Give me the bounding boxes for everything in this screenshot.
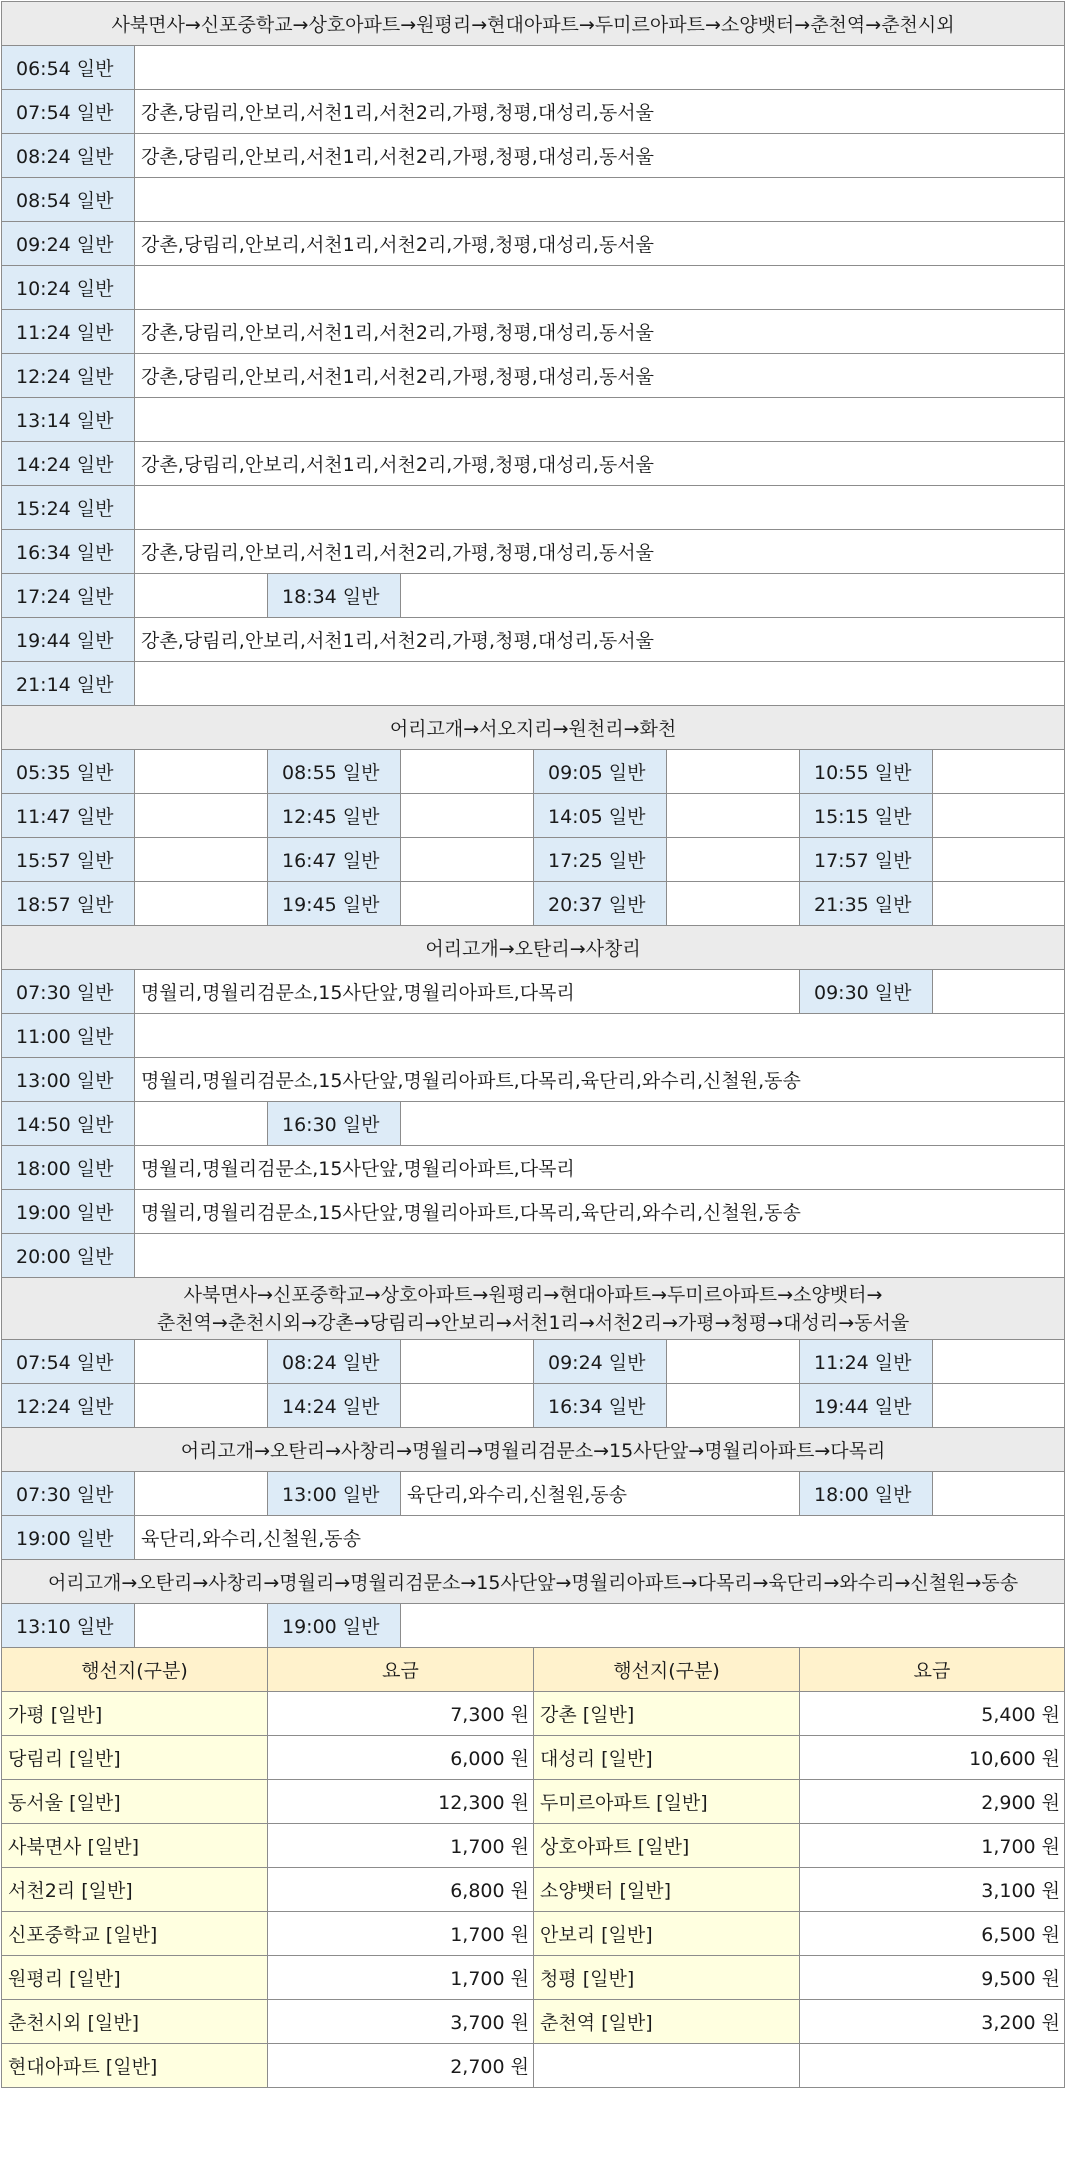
schedule-row [2, 486, 1065, 530]
stops-cell: 강촌,당림리,안보리,서천1리,서천2리,가평,청평,대성리,동서울 [135, 530, 1065, 574]
empty-cell [933, 970, 1065, 1014]
fare-amount: 6,800 원 [268, 1868, 534, 1912]
departure-time: 14:24 일반 [268, 1384, 401, 1428]
section-header-row [2, 1278, 1065, 1340]
schedule-row [2, 970, 1065, 1014]
departure-time: 18:57 일반 [2, 882, 135, 926]
departure-time: 10:24 일반 [2, 266, 135, 310]
section-header: 어리고개→서오지리→원천리→화천 [2, 706, 1065, 750]
schedule-row [2, 1234, 1065, 1278]
fare-row [2, 1956, 1065, 2000]
schedule-row [2, 354, 1065, 398]
departure-time: 13:00 일반 [2, 1058, 135, 1102]
departure-time: 08:54 일반 [2, 178, 135, 222]
schedule-row [2, 1516, 1065, 1560]
departure-time: 13:10 일반 [2, 1604, 135, 1648]
fare-row [2, 1736, 1065, 1780]
empty-cell [933, 750, 1065, 794]
schedule-row [2, 530, 1065, 574]
empty-cell [401, 882, 534, 926]
destination-name: 청평 [일반] [534, 1956, 800, 2000]
departure-time: 09:24 일반 [2, 222, 135, 266]
stops-cell [135, 266, 1065, 310]
departure-time: 19:44 일반 [800, 1384, 933, 1428]
departure-time: 11:00 일반 [2, 1014, 135, 1058]
schedule-row [2, 574, 1065, 618]
schedule-row [2, 134, 1065, 178]
schedule-row [2, 750, 1065, 794]
empty-cell [933, 838, 1065, 882]
stops-cell [135, 486, 1065, 530]
schedule-row [2, 222, 1065, 266]
departure-time: 12:24 일반 [2, 354, 135, 398]
section-header-line: 춘천역→춘천시외→강촌→당림리→안보리→서천1리→서천2리→가평→청평→대성리→동서울 [156, 1311, 910, 1334]
fare-amount: 2,900 원 [800, 1780, 1065, 1824]
fare-amount: 5,400 원 [800, 1692, 1065, 1736]
empty-cell [135, 1472, 268, 1516]
fare-amount: 3,200 원 [800, 2000, 1065, 2044]
departure-time: 21:14 일반 [2, 662, 135, 706]
schedule-row [2, 398, 1065, 442]
empty-cell [933, 882, 1065, 926]
section-header-row [2, 706, 1065, 750]
empty-cell [135, 1102, 268, 1146]
fare-column-header: 행선지(구분) [2, 1648, 268, 1692]
schedule-row [2, 1014, 1065, 1058]
fare-amount: 9,500 원 [800, 1956, 1065, 2000]
departure-time: 17:25 일반 [534, 838, 667, 882]
departure-time: 18:00 일반 [2, 1146, 135, 1190]
empty-cell [401, 1384, 534, 1428]
section-header [2, 1278, 1065, 1340]
departure-time: 11:24 일반 [800, 1340, 933, 1384]
stops-cell: 강촌,당림리,안보리,서천1리,서천2리,가평,청평,대성리,동서울 [135, 90, 1065, 134]
fare-row [2, 1824, 1065, 1868]
empty-cell [667, 750, 800, 794]
stops-cell: 강촌,당림리,안보리,서천1리,서천2리,가평,청평,대성리,동서울 [135, 222, 1065, 266]
departure-time: 07:54 일반 [2, 90, 135, 134]
departure-time: 19:45 일반 [268, 882, 401, 926]
destination-name: 서천2리 [일반] [2, 1868, 268, 1912]
schedule-row [2, 1604, 1065, 1648]
empty-cell [401, 574, 1065, 618]
empty-cell [401, 1340, 534, 1384]
schedule-row [2, 266, 1065, 310]
fare-amount: 1,700 원 [268, 1912, 534, 1956]
stops-cell: 명월리,명월리검문소,15사단앞,명월리아파트,다목리 [135, 1146, 1065, 1190]
destination-name: 현대아파트 [일반] [2, 2044, 268, 2088]
departure-time: 10:55 일반 [800, 750, 933, 794]
departure-time: 16:47 일반 [268, 838, 401, 882]
fare-amount: 6,000 원 [268, 1736, 534, 1780]
empty-cell [401, 838, 534, 882]
destination-name: 소양뱃터 [일반] [534, 1868, 800, 1912]
departure-time: 06:54 일반 [2, 46, 135, 90]
schedule-row [2, 662, 1065, 706]
section-header: 어리고개→오탄리→사창리 [2, 926, 1065, 970]
schedule-row [2, 1472, 1065, 1516]
departure-time: 14:24 일반 [2, 442, 135, 486]
fare-row [2, 1692, 1065, 1736]
schedule-row [2, 838, 1065, 882]
departure-time: 14:50 일반 [2, 1102, 135, 1146]
fare-amount: 1,700 원 [800, 1824, 1065, 1868]
schedule-row [2, 1340, 1065, 1384]
departure-time: 08:55 일반 [268, 750, 401, 794]
empty-cell [401, 794, 534, 838]
empty-cell [135, 574, 268, 618]
stops-cell: 명월리,명월리검문소,15사단앞,명월리아파트,다목리 [135, 970, 800, 1014]
empty-cell [401, 750, 534, 794]
fare-row [2, 1868, 1065, 1912]
empty-cell [135, 662, 1065, 706]
departure-time: 15:24 일반 [2, 486, 135, 530]
stops-cell: 육단리,와수리,신철원,동송 [401, 1472, 800, 1516]
destination-name [534, 2044, 800, 2088]
departure-time: 19:00 일반 [2, 1190, 135, 1234]
departure-time: 15:57 일반 [2, 838, 135, 882]
departure-time: 12:45 일반 [268, 794, 401, 838]
stops-cell: 강촌,당림리,안보리,서천1리,서천2리,가평,청평,대성리,동서울 [135, 354, 1065, 398]
schedule-row [2, 46, 1065, 90]
section-header-row [2, 2, 1065, 46]
stops-cell: 강촌,당림리,안보리,서천1리,서천2리,가평,청평,대성리,동서울 [135, 442, 1065, 486]
departure-time: 13:00 일반 [268, 1472, 401, 1516]
section-header-row [2, 1560, 1065, 1604]
section-header: 어리고개→오탄리→사창리→명월리→명월리검문소→15사단앞→명월리아파트→다목리→육단리→와수리→신철원→동송 [2, 1560, 1065, 1604]
departure-time: 19:44 일반 [2, 618, 135, 662]
fare-column-header: 요금 [800, 1648, 1065, 1692]
fare-row [2, 2044, 1065, 2088]
empty-cell [135, 1234, 1065, 1278]
fare-amount: 2,700 원 [268, 2044, 534, 2088]
schedule-row [2, 310, 1065, 354]
departure-time: 12:24 일반 [2, 1384, 135, 1428]
fare-amount: 6,500 원 [800, 1912, 1065, 1956]
section-header: 어리고개→오탄리→사창리→명월리→명월리검문소→15사단앞→명월리아파트→다목리 [2, 1428, 1065, 1472]
schedule-row [2, 618, 1065, 662]
departure-time: 05:35 일반 [2, 750, 135, 794]
empty-cell [667, 794, 800, 838]
departure-time: 08:24 일반 [268, 1340, 401, 1384]
departure-time: 15:15 일반 [800, 794, 933, 838]
empty-cell [135, 1340, 268, 1384]
destination-name: 신포중학교 [일반] [2, 1912, 268, 1956]
schedule-row [2, 1146, 1065, 1190]
departure-time: 13:14 일반 [2, 398, 135, 442]
fare-column-header: 요금 [268, 1648, 534, 1692]
departure-time: 08:24 일반 [2, 134, 135, 178]
stops-cell: 육단리,와수리,신철원,동송 [135, 1516, 1065, 1560]
departure-time: 19:00 일반 [2, 1516, 135, 1560]
schedule-row [2, 1190, 1065, 1234]
schedule-row [2, 1384, 1065, 1428]
departure-time: 14:05 일반 [534, 794, 667, 838]
fare-amount [800, 2044, 1065, 2088]
departure-time: 20:37 일반 [534, 882, 667, 926]
fare-amount: 12,300 원 [268, 1780, 534, 1824]
schedule-row [2, 90, 1065, 134]
empty-cell [667, 838, 800, 882]
destination-name: 두미르아파트 [일반] [534, 1780, 800, 1824]
fare-row [2, 1780, 1065, 1824]
fare-row [2, 2000, 1065, 2044]
empty-cell [401, 1604, 1065, 1648]
destination-name: 동서울 [일반] [2, 1780, 268, 1824]
fare-amount: 3,700 원 [268, 2000, 534, 2044]
empty-cell [933, 794, 1065, 838]
section-header-row [2, 1428, 1065, 1472]
fare-amount: 10,600 원 [800, 1736, 1065, 1780]
fare-amount: 3,100 원 [800, 1868, 1065, 1912]
stops-cell [135, 178, 1065, 222]
departure-time: 07:30 일반 [2, 970, 135, 1014]
destination-name: 원평리 [일반] [2, 1956, 268, 2000]
section-header: 사북면사→신포중학교→상호아파트→원평리→현대아파트→두미르아파트→소양뱃터→춘천역→춘천시외 [2, 2, 1065, 46]
timetable-sheet [1, 1, 1064, 2088]
destination-name: 사북면사 [일반] [2, 1824, 268, 1868]
empty-cell [933, 1472, 1065, 1516]
empty-cell [135, 1014, 1065, 1058]
departure-time: 16:34 일반 [534, 1384, 667, 1428]
empty-cell [933, 1340, 1065, 1384]
departure-time: 17:57 일반 [800, 838, 933, 882]
stops-cell: 강촌,당림리,안보리,서천1리,서천2리,가평,청평,대성리,동서울 [135, 134, 1065, 178]
fare-amount: 7,300 원 [268, 1692, 534, 1736]
empty-cell [667, 882, 800, 926]
destination-name: 강촌 [일반] [534, 1692, 800, 1736]
schedule-row [2, 442, 1065, 486]
empty-cell [401, 1102, 1065, 1146]
schedule-row [2, 1058, 1065, 1102]
schedule-row [2, 882, 1065, 926]
departure-time: 11:24 일반 [2, 310, 135, 354]
destination-name: 춘천시외 [일반] [2, 2000, 268, 2044]
stops-cell: 명월리,명월리검문소,15사단앞,명월리아파트,다목리,육단리,와수리,신철원,동송 [135, 1058, 1065, 1102]
departure-time: 17:24 일반 [2, 574, 135, 618]
schedule-row [2, 178, 1065, 222]
empty-cell [135, 1384, 268, 1428]
stops-cell: 강촌,당림리,안보리,서천1리,서천2리,가평,청평,대성리,동서울 [135, 618, 1065, 662]
fare-amount: 1,700 원 [268, 1824, 534, 1868]
empty-cell [667, 1340, 800, 1384]
departure-time: 09:05 일반 [534, 750, 667, 794]
stops-cell [135, 46, 1065, 90]
destination-name: 상호아파트 [일반] [534, 1824, 800, 1868]
departure-time: 16:34 일반 [2, 530, 135, 574]
section-header-line: 사북면사→신포중학교→상호아파트→원평리→현대아파트→두미르아파트→소양뱃터→ [183, 1283, 883, 1306]
fare-row [2, 1912, 1065, 1956]
empty-cell [667, 1384, 800, 1428]
empty-cell [135, 750, 268, 794]
section-header-row [2, 926, 1065, 970]
fare-amount: 1,700 원 [268, 1956, 534, 2000]
departure-time: 19:00 일반 [268, 1604, 401, 1648]
departure-time: 11:47 일반 [2, 794, 135, 838]
departure-time: 20:00 일반 [2, 1234, 135, 1278]
departure-time: 21:35 일반 [800, 882, 933, 926]
schedule-row [2, 1102, 1065, 1146]
destination-name: 당림리 [일반] [2, 1736, 268, 1780]
departure-time: 18:00 일반 [800, 1472, 933, 1516]
destination-name: 대성리 [일반] [534, 1736, 800, 1780]
empty-cell [135, 838, 268, 882]
empty-cell [135, 882, 268, 926]
departure-time: 16:30 일반 [268, 1102, 401, 1146]
fare-header-row [2, 1648, 1065, 1692]
empty-cell [135, 1604, 268, 1648]
empty-cell [135, 794, 268, 838]
stops-cell: 강촌,당림리,안보리,서천1리,서천2리,가평,청평,대성리,동서울 [135, 310, 1065, 354]
departure-time: 18:34 일반 [268, 574, 401, 618]
destination-name: 안보리 [일반] [534, 1912, 800, 1956]
destination-name: 가평 [일반] [2, 1692, 268, 1736]
stops-cell: 명월리,명월리검문소,15사단앞,명월리아파트,다목리,육단리,와수리,신철원,동송 [135, 1190, 1065, 1234]
schedule-row [2, 794, 1065, 838]
timetable [1, 1, 1065, 2088]
fare-column-header: 행선지(구분) [534, 1648, 800, 1692]
empty-cell [933, 1384, 1065, 1428]
departure-time: 09:24 일반 [534, 1340, 667, 1384]
departure-time: 07:54 일반 [2, 1340, 135, 1384]
departure-time: 09:30 일반 [800, 970, 933, 1014]
stops-cell [135, 398, 1065, 442]
departure-time: 07:30 일반 [2, 1472, 135, 1516]
destination-name: 춘천역 [일반] [534, 2000, 800, 2044]
